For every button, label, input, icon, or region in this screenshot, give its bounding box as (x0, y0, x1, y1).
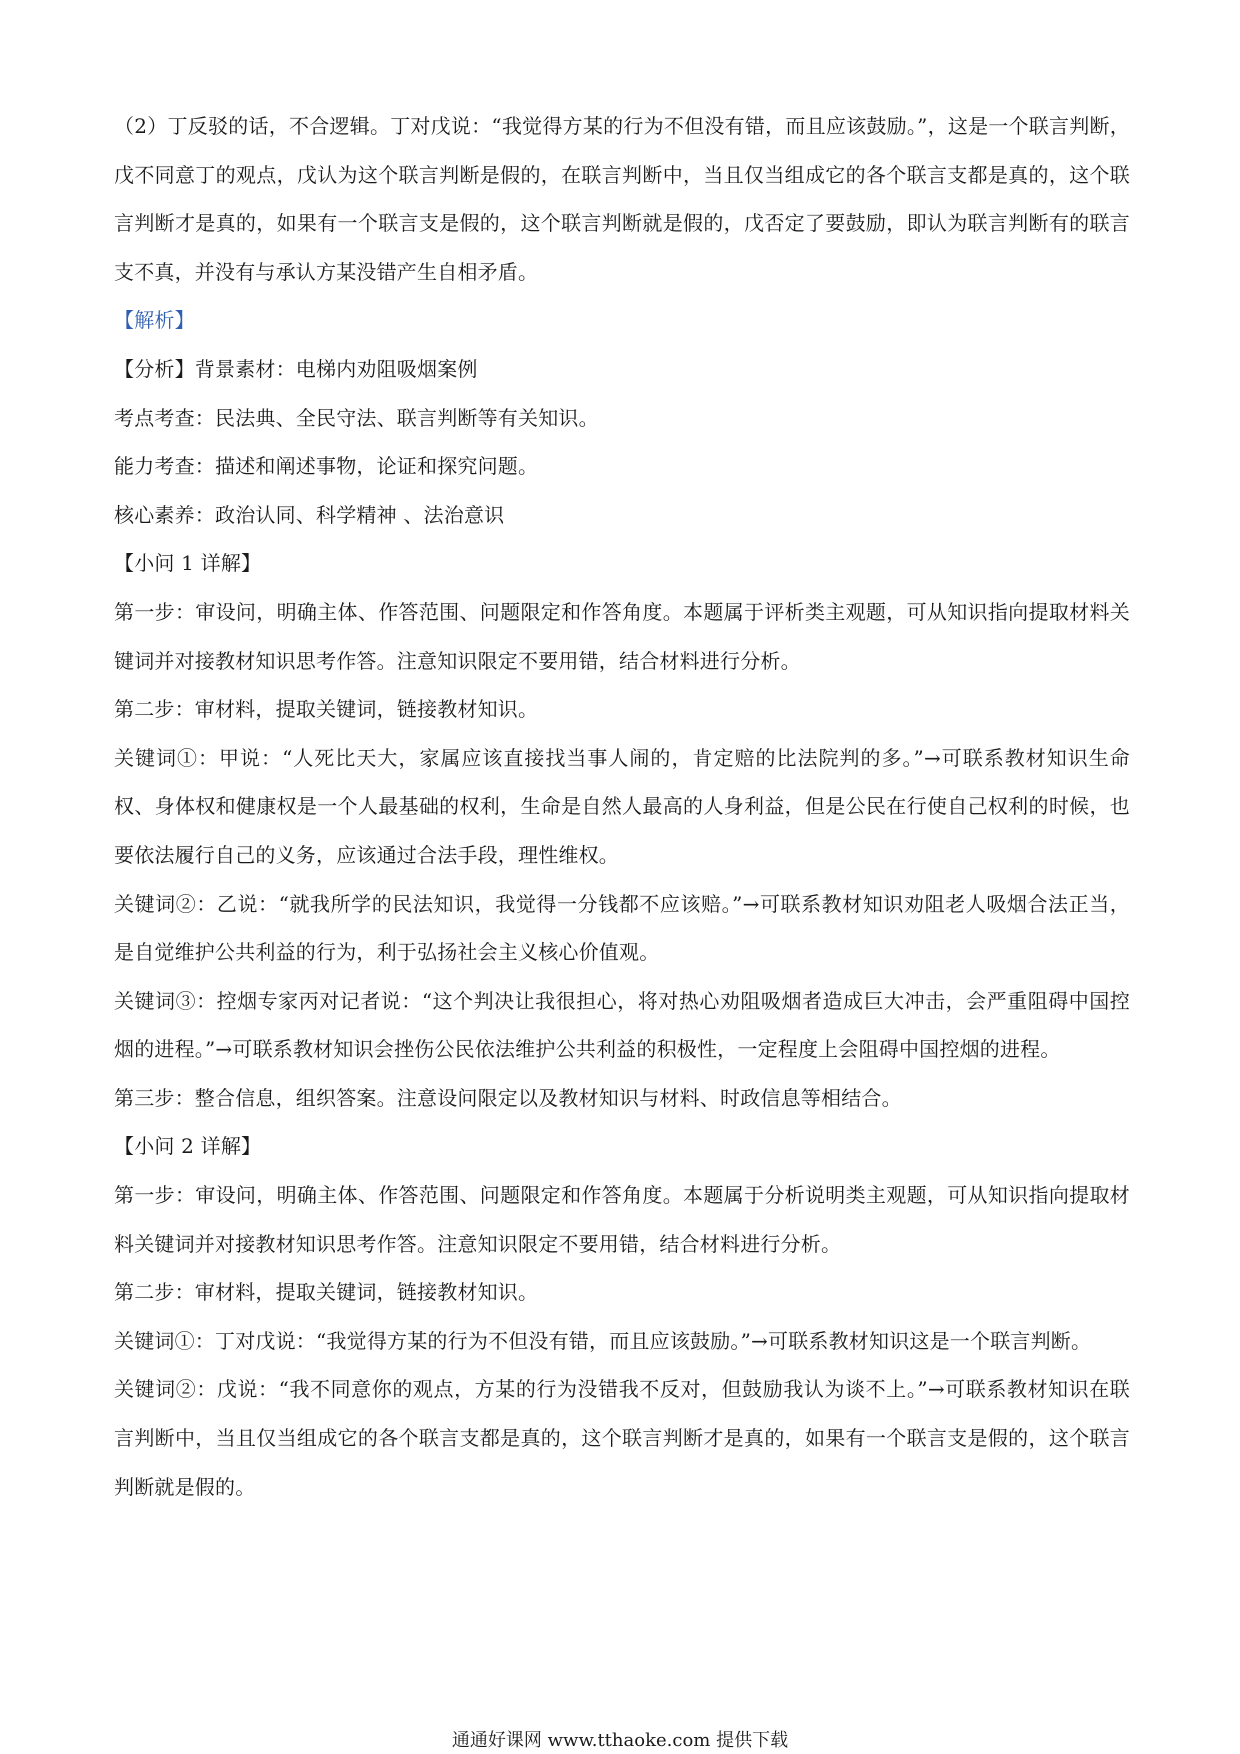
paragraph-q2-step1: 第一步：审设问，明确主体、作答范围、问题限定和作答角度。本题属于分析说明类主观题，可从知识指向提取材料关键词并对接教材知识思考作答。注意知识限定不要用错，结合材料进行分析。 (114, 1183, 1130, 1256)
paragraph-q1-keyword2: 关键词②：乙说：“就我所学的民法知识，我觉得一分钱都不应该赔。”→可联系教材知识劝阻老人吸烟合法正当，是自觉维护公共利益的行为，利于弘扬社会主义核心价值观。 (114, 891, 1130, 965)
paragraph-q1-step1: 第一步：审设问，明确主体、作答范围、问题限定和作答角度。本题属于评析类主观题，可从知识指向提取材料关键词并对接教材知识思考作答。注意知识限定不要用错，结合材料进行分析。 (114, 599, 1130, 673)
paragraph-q1-keyword3: 关键词③：控烟专家丙对记者说：“这个判决让我很担心，将对热心劝阻吸烟者造成巨大冲击，会严重阻碍中国控烟的进程。”→可联系教材知识会挫伤公民依法维护公共利益的积极性，一定程度上会阻碍中国控烟的进程。 (114, 988, 1130, 1062)
paragraph-q2-keyword2: 关键词②：戊说：“我不同意你的观点，方某的行为没错我不反对，但鼓励我认为谈不上。”→可联系教材知识在联言判断中，当且仅当组成它的各个联言支都是真的，这个联言判断才是真的，如果有一个联言支是假的，这个联言判断就是假的。 (114, 1377, 1130, 1499)
paragraph-nengli: 能力考查：描述和阐述事物，论证和探究问题。 (114, 454, 539, 479)
paragraph-q2-keyword1: 关键词①：丁对戊说：“我觉得方某的行为不但没有错，而且应该鼓励。”→可联系教材知识这是一个联言判断。 (114, 1328, 1092, 1353)
document-body (114, 102, 1130, 1511)
paragraph-q1-step3: 第三步：整合信息，组织答案。注意设问限定以及教材知识与材料、时政信息等相结合。 (114, 1085, 902, 1110)
paragraph-q1-keyword1: 关键词①：甲说：“人死比天大，家属应该直接找当事人闹的，肯定赔的比法院判的多。”→可联系教材知识生命权、身体权和健康权是一个人最基础的权利，生命是自然人最高的人身利益，但是公民在行使自己权利的时候，也要依法履行自己的义务，应该通过合法手段，理性维权。 (114, 745, 1130, 867)
heading-question-2: 【小问 2 详解】 (114, 1134, 262, 1159)
paragraph-fenxi: 【分析】背景素材：电梯内劝阻吸烟案例 (114, 356, 478, 381)
heading-question-1: 【小问 1 详解】 (114, 551, 262, 576)
paragraph-kaodian: 考点考查：民法典、全民守法、联言判断等有关知识。 (114, 405, 599, 430)
heading-jiexi: 【解析】 (114, 308, 195, 333)
paragraph-hexin: 核心素养：政治认同、科学精神 、法治意识 (114, 502, 505, 527)
paragraph-q2-step2: 第二步：审材料，提取关键词，链接教材知识。 (114, 1280, 539, 1305)
page-footer: 通通好课网 www.tthaoke.com 提供下载 (451, 1730, 789, 1751)
paragraph-answer-2: （2）丁反驳的话，不合逻辑。丁对戊说：“我觉得方某的行为不但没有错，而且应该鼓励。”，这是一个联言判断，戊不同意丁的观点，戊认为这个联言判断是假的，在联言判断中，当且仅当组成它的各个联言支都是真的，这个联言判断才是真的，如果有一个联言支是假的，这个联言判断就是假的，戊否定了要鼓励，即认为联言判断有的联言支不真，并没有与承认方某没错产生自相矛盾。 (114, 114, 1130, 284)
paragraph-q1-step2: 第二步：审材料，提取关键词，链接教材知识。 (114, 697, 539, 722)
